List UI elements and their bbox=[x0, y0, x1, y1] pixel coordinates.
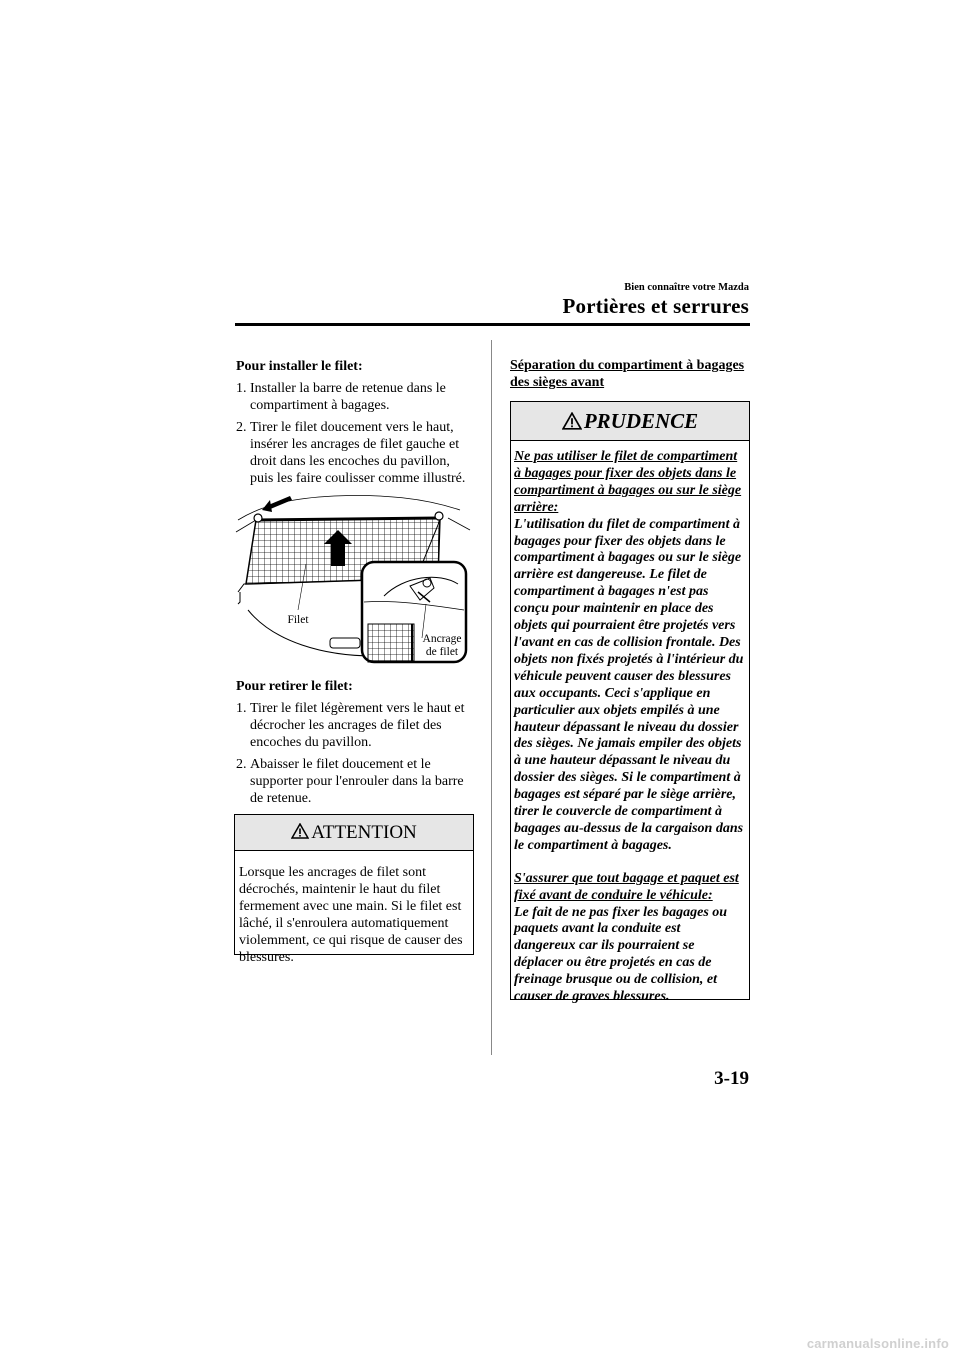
net-label: Filet bbox=[287, 614, 309, 626]
prudence-para2-body: Le fait de ne pas fixer les bagages ou paquets avant la conduite est dangereux car ils pourraient se déplacer ou être projetés en cas de freinage brusque ou de collision, et causer de graves blessures. bbox=[514, 904, 728, 1005]
prudence-box bbox=[510, 401, 750, 1005]
step-number: 1. bbox=[236, 381, 247, 396]
prudence-body bbox=[511, 441, 749, 1006]
prudence-para1-heading: Ne pas utiliser le filet de compartiment à bagages pour fixer des objets dans le compartiment à bagages ou sur le siège arrière: bbox=[514, 449, 742, 515]
step-number: 2. bbox=[236, 757, 247, 772]
step-text: Installer la barre de retenue dans le compartiment à bagages. bbox=[250, 381, 446, 413]
section-label: Bien connaître votre Mazda bbox=[624, 282, 749, 293]
net-installation-figure bbox=[234, 492, 474, 666]
watermark: carmanualsonline.info bbox=[806, 1336, 949, 1351]
step-text: Tirer le filet doucement vers le haut, insérer les ancrages de filet gauche et droit dans les encoches du pavillon, puis les faire coulisser comme illustré. bbox=[250, 420, 466, 486]
step-text: Tirer le filet légèrement vers le haut et décrocher les ancrages de filet des encoches du pavillon. bbox=[250, 701, 465, 750]
install-step-2 bbox=[236, 419, 472, 487]
page-title: Portières et serrures bbox=[562, 294, 749, 318]
attention-title: ATTENTION bbox=[311, 822, 417, 843]
prudence-title: PRUDENCE bbox=[583, 409, 699, 433]
step-number: 2. bbox=[236, 420, 247, 435]
prudence-para2-heading: S'assurer que tout bagage et paquet est fixé avant de conduire le véhicule: bbox=[514, 870, 739, 903]
anchor-label-line1: Ancrage bbox=[422, 633, 462, 645]
install-step-1 bbox=[236, 380, 472, 414]
prudence-header bbox=[511, 402, 749, 441]
remove-step-2 bbox=[236, 756, 472, 807]
install-heading: Pour installer le filet: bbox=[236, 359, 363, 374]
warning-triangle-icon bbox=[562, 412, 582, 430]
page-number: 3-19 bbox=[714, 1068, 749, 1089]
attention-box bbox=[234, 814, 474, 965]
attention-header bbox=[235, 815, 473, 851]
remove-step-1 bbox=[236, 700, 472, 751]
step-text: Abaisser le filet doucement et le supporter pour l'enrouler dans la barre de retenue. bbox=[250, 757, 464, 806]
warning-triangle-icon bbox=[291, 823, 309, 839]
prudence-para1-body: L'utilisation du filet de compartiment à bagages pour fixer des objets dans le compartiment à bagages ou sur le siège arrière est dangereuse. Le filet de compartiment à bagages n'est pas conçu pour maintenir en place des objets qui pourraient être projetés vers l'avant en cas de collision frontale. Des objets non fixés projetés à l'intérieur du véhicule peuvent causer des blessures aux occupants. Ceci s'applique en particulier aux objets empilés à une hauteur dépassant le niveau du dossier des sièges. Ne jamais empiler des objets à une hauteur dépassant le niveau du dossier des sièges. Si le compartiment à bagages est séparé par le siège arrière, tirer le couvercle de compartiment à bagages au-dessus de la cargaison dans le compartiment à bagages. bbox=[514, 516, 744, 853]
step-number: 1. bbox=[236, 701, 247, 716]
remove-heading: Pour retirer le filet: bbox=[236, 679, 353, 694]
anchor-label-line2: de filet bbox=[425, 646, 459, 658]
column-divider bbox=[491, 340, 492, 1055]
section-heading: Séparation du compartiment à bagages des sièges avant bbox=[510, 358, 745, 390]
header-rule bbox=[235, 323, 750, 326]
attention-text: Lorsque les ancrages de filet sont décrochés, maintenir le haut du filet fermement avec une main. Si le filet est lâché, il s'enroulera automatiquement violemment, ce qui risque de causer des blessures. bbox=[239, 865, 463, 965]
